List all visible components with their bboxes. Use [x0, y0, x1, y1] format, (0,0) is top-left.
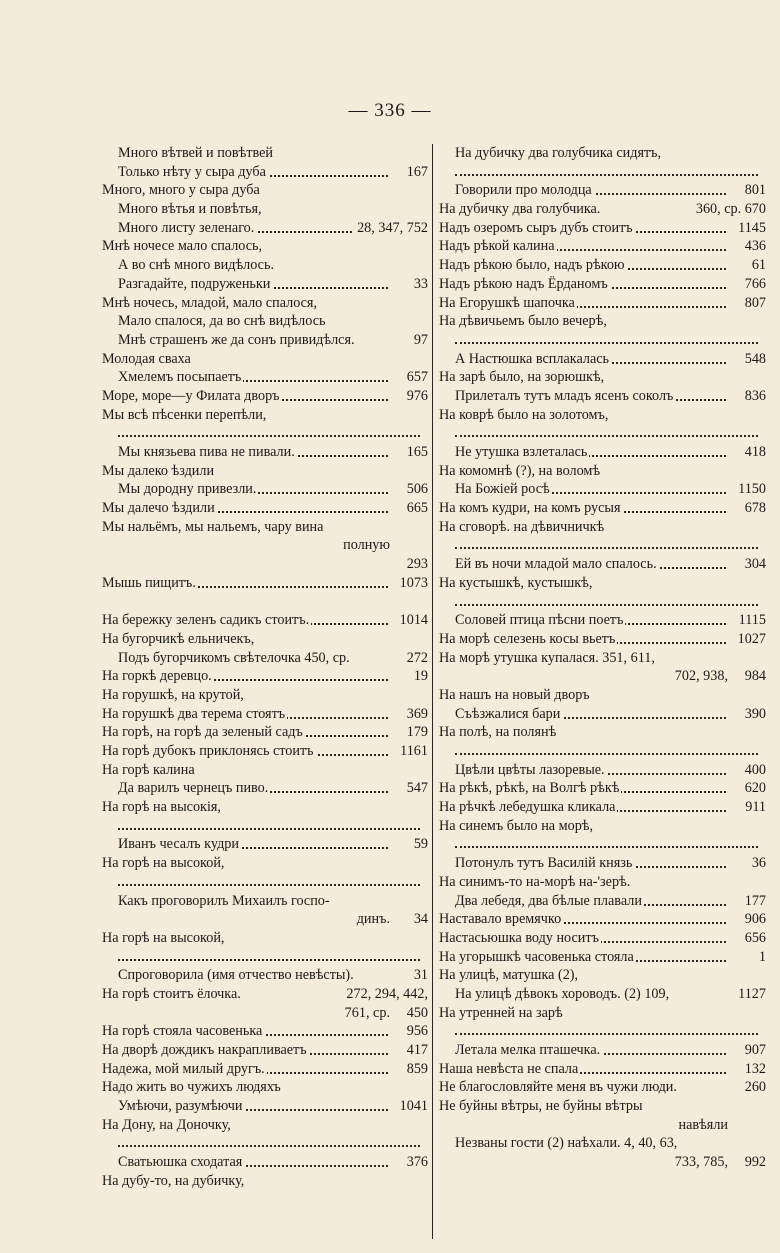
entry-text: На улицѣ, матушка (2),	[439, 967, 579, 984]
entry-page-ref: 97	[411, 331, 428, 350]
entry-text: На бережку зеленъ садикъ стоитъ.	[102, 612, 310, 629]
entry-text: Молодая сваха	[102, 350, 191, 367]
index-entry	[102, 443, 428, 462]
entry-text: Только нѣту у сыра дуба	[102, 164, 268, 180]
index-entry	[439, 761, 766, 780]
entry-text: Много листу зеленаго.	[102, 220, 256, 236]
entry-page-ref: 1145	[735, 219, 766, 238]
entry-text: На морѣ утушка купалася. 351, 611,	[439, 649, 655, 666]
index-entry	[439, 1041, 766, 1060]
index-entry	[102, 611, 428, 630]
index-entry	[439, 499, 766, 518]
entry-page-ref: 836	[742, 387, 766, 406]
ellipsis-line	[439, 163, 766, 182]
index-entry	[102, 518, 428, 537]
index-entry	[439, 387, 766, 406]
entry-page-ref: 418	[742, 443, 766, 462]
index-entry	[102, 275, 428, 294]
entry-text: На дубу-то, на дубичку,	[102, 1172, 245, 1189]
entry-text: На горушкѣ два терема стоятъ	[102, 705, 286, 722]
entry-text: На коврѣ было на золотомъ,	[439, 406, 609, 423]
entry-text: Наша невѣста не спала	[439, 1060, 579, 1077]
entry-text: Прилеталъ тутъ младъ ясенъ соколъ	[439, 388, 675, 404]
entry-text: Говорили про молодца	[439, 182, 594, 198]
ellipsis-line	[439, 424, 766, 443]
entry-text: Много вѣтвей и повѣтвей	[102, 145, 275, 161]
index-entry	[102, 387, 428, 406]
entry-text: Разгадайте, подруженьки	[102, 276, 272, 292]
entry-page-ref: 1161	[397, 742, 428, 761]
entry-text: Иванъ чесалъ кудри	[102, 836, 241, 852]
entry-text: Мышь пищитъ.	[102, 574, 196, 591]
entry-text: На Егорушкѣ шапочка	[439, 294, 575, 311]
entry-text: Надъ озеромъ сыръ дубъ стоитъ	[439, 219, 633, 236]
entry-page-ref: 907	[742, 1041, 766, 1060]
index-entry	[102, 555, 428, 574]
entry-text: На улицѣ дѣвокъ хороводъ. (2) 109,	[439, 986, 671, 1002]
entry-page-ref: 304	[742, 555, 766, 574]
entry-page-ref: 1073	[397, 574, 428, 593]
index-entry	[439, 462, 766, 481]
entry-text: На дворѣ дождикъ накрапливаетъ	[102, 1042, 307, 1058]
entry-text: Много вѣтья и повѣтья,	[102, 201, 264, 217]
index-entry	[439, 1060, 766, 1079]
index-entry	[102, 574, 428, 593]
index-entry	[439, 480, 766, 499]
entry-text: На Дону, на Доночку,	[102, 1116, 231, 1133]
entry-text: На горѣ на высокія,	[102, 799, 221, 816]
index-entry	[102, 985, 428, 1004]
index-entry	[102, 499, 428, 518]
entry-text: На дубичку два голубчика сидятъ,	[439, 145, 663, 161]
index-entry	[102, 835, 428, 854]
entry-page-ref: 417	[404, 1041, 428, 1060]
entry-page-ref: 369	[404, 705, 428, 724]
index-entry	[439, 705, 766, 724]
entry-text: Съѣзжалися бари	[439, 706, 562, 722]
entry-text: На бугорчикѣ ельничекъ,	[102, 630, 255, 647]
index-entry	[102, 779, 428, 798]
entry-page-ref: 665	[404, 499, 428, 518]
entry-page-ref: 992	[742, 1153, 766, 1172]
entry-text: 702, 938,	[674, 668, 728, 685]
entry-page-ref: 1150	[735, 480, 766, 499]
entry-text: На утренней на зарѣ	[439, 1004, 563, 1021]
index-entry	[102, 462, 428, 481]
entry-text: На сговорѣ. на дѣвичничкѣ	[439, 518, 605, 535]
entry-text: На горѣ на высокой,	[102, 929, 225, 946]
entry-text: Два лебедя, два бѣлые плавали	[439, 893, 644, 909]
entry-page-ref: 165	[404, 443, 428, 462]
ellipsis-line	[102, 817, 428, 836]
index-entry	[102, 368, 428, 387]
index-entry	[102, 181, 428, 200]
entry-text: динъ.	[356, 911, 390, 928]
entry-page-ref: 1115	[736, 611, 766, 630]
index-entry	[439, 294, 766, 313]
index-entry	[439, 518, 766, 537]
index-entry	[102, 1078, 428, 1097]
index-entry	[102, 312, 428, 331]
entry-page-ref: 272	[404, 649, 428, 668]
ellipsis-line	[439, 331, 766, 350]
entry-page-ref: 436	[742, 237, 766, 256]
entry-text: навѣяли	[678, 1116, 728, 1133]
entry-page-ref: 657	[404, 368, 428, 387]
entry-page-ref: 1027	[735, 630, 766, 649]
index-entry	[102, 1097, 428, 1116]
index-entry	[102, 1172, 428, 1191]
entry-text: На горѣ стоитъ ёлочка.	[102, 985, 241, 1002]
entry-text: На синемъ было на морѣ,	[439, 817, 594, 834]
entry-text: Сватьюшка сходатая	[102, 1154, 244, 1170]
entry-text: На горкѣ деревцо.	[102, 668, 212, 685]
entry-text: Мало спалося, да во снѣ видѣлось	[102, 313, 327, 329]
entry-page-ref: 620	[742, 779, 766, 798]
entry-text: На горѣ дубокъ приклонясь стоитъ	[102, 743, 314, 759]
index-entry	[439, 1116, 766, 1135]
entry-page-ref: 132	[742, 1060, 766, 1079]
index-entry	[102, 742, 428, 761]
entry-page-ref: 390	[742, 705, 766, 724]
index-entry	[102, 480, 428, 499]
index-entry	[439, 200, 766, 219]
entry-text: А Настюшка всплакалась	[439, 351, 611, 367]
index-entry	[439, 649, 766, 668]
entry-text: На дубичку два голубчика.	[439, 201, 601, 218]
index-entry	[439, 798, 766, 817]
index-entry	[102, 686, 428, 705]
entry-page-ref: 976	[404, 387, 428, 406]
index-entry	[439, 910, 766, 929]
index-column-right	[439, 144, 766, 1172]
index-entry	[439, 350, 766, 369]
entry-text: Потонулъ тутъ Василій князь	[439, 855, 634, 871]
entry-page-ref: 859	[404, 1060, 428, 1079]
entry-page-ref: 656	[742, 929, 766, 948]
entry-text: На комомнѣ (?), на воломѣ	[439, 462, 601, 479]
index-entry	[439, 779, 766, 798]
entry-text: Ей въ ночи младой мало спалось.	[439, 556, 659, 572]
index-entry	[102, 966, 428, 985]
entry-text: Мы дородну привезли.	[102, 481, 258, 497]
entry-page-ref: 1014	[397, 611, 428, 630]
entry-page-ref: 61	[749, 256, 766, 275]
entry-page-ref: 360, ср. 670	[693, 200, 766, 219]
index-entry	[439, 1078, 766, 1097]
entry-text: Соловей птица пѣсни поетъ	[439, 612, 625, 628]
entry-text: Мнѣ страшенъ же да сонъ привидѣлся.	[102, 332, 357, 348]
entry-text: Какъ проговорилъ Михаилъ госпо-	[102, 893, 332, 909]
entry-text: Мы князьева пива не пивали.	[102, 444, 297, 460]
index-entry	[439, 817, 766, 836]
entry-text: На морѣ селезень косы вьетъ	[439, 630, 616, 647]
entry-text: Мы всѣ пѣсенки перепѣли,	[102, 406, 267, 423]
index-entry	[102, 406, 428, 425]
index-entry	[102, 649, 428, 668]
entry-text: Надъ рѣкою было, надъ рѣкою	[439, 257, 625, 274]
index-entry	[439, 181, 766, 200]
index-entry	[102, 593, 428, 612]
entry-text: Надо жить во чужихъ людяхъ	[102, 1079, 281, 1096]
entry-page-ref: 548	[742, 350, 766, 369]
index-entry	[439, 723, 766, 742]
index-entry	[439, 892, 766, 911]
entry-page-ref: 1	[756, 948, 766, 967]
ellipsis-line	[439, 536, 766, 555]
entry-page-ref: 28, 347, 752	[354, 219, 428, 238]
index-entry	[102, 144, 428, 163]
entry-text: На зарѣ было, на зорюшкѣ,	[439, 369, 605, 386]
index-entry	[439, 611, 766, 630]
index-entry	[439, 312, 766, 331]
index-entry	[439, 667, 766, 686]
ellipsis-line	[102, 873, 428, 892]
entry-text: Надъ рѣкой калина	[439, 238, 555, 255]
index-entry	[102, 667, 428, 686]
ellipsis-line	[439, 1022, 766, 1041]
entry-text: На синимъ-то на-морѣ на-'зерѣ.	[439, 873, 631, 890]
entry-text: Цвѣли цвѣты лазоревые.	[439, 762, 607, 778]
entry-page-ref: 906	[742, 910, 766, 929]
index-entry	[439, 929, 766, 948]
entry-text: Хмелемъ посыпаетъ	[102, 369, 243, 385]
entry-page-ref: 547	[404, 779, 428, 798]
index-entry	[102, 1022, 428, 1041]
entry-text: Не утушка взлеталась	[439, 444, 589, 460]
ellipsis-line	[102, 948, 428, 967]
entry-page-ref: 984	[742, 667, 766, 686]
index-entry	[102, 929, 428, 948]
index-entry	[102, 350, 428, 369]
entry-text: На угорышкѣ часовенька стояла	[439, 948, 634, 965]
entry-page-ref: 167	[404, 163, 428, 182]
entry-text: На дѣвичьемъ было вечерѣ,	[439, 313, 607, 330]
entry-page-ref: 1041	[397, 1097, 428, 1116]
index-entry	[102, 294, 428, 313]
entry-page-ref: 766	[742, 275, 766, 294]
entry-text: Мы далеко ѣздили	[102, 462, 215, 479]
index-entry	[102, 854, 428, 873]
entry-text: Настасьюшка воду носитъ	[439, 929, 599, 946]
entry-page-ref: 179	[404, 723, 428, 742]
entry-text: Мнѣ ночесе мало спалось,	[102, 238, 263, 255]
index-entry	[439, 368, 766, 387]
entry-text: На горѣ на высокой,	[102, 855, 225, 872]
ellipsis-line	[439, 593, 766, 612]
entry-page-ref: 911	[742, 798, 766, 817]
entry-text: 733, 785,	[674, 1154, 728, 1171]
entry-page-ref: 801	[742, 181, 766, 200]
entry-text: На горѣ, на горѣ да зеленый садъ	[102, 724, 303, 741]
entry-text: А во снѣ много видѣлось.	[102, 257, 276, 273]
ellipsis-line	[102, 1134, 428, 1153]
entry-page-ref: 260	[742, 1078, 766, 1097]
index-entry	[439, 256, 766, 275]
entry-page-ref: 400	[742, 761, 766, 780]
entry-page-ref: 1127	[735, 985, 766, 1004]
entry-page-ref: 19	[411, 667, 428, 686]
index-entry	[439, 1134, 766, 1153]
entry-text: На рѣкѣ, рѣкѣ, на Волгѣ рѣкѣ	[439, 780, 620, 797]
index-entry	[102, 256, 428, 275]
index-entry	[102, 163, 428, 182]
entry-text: Спроговорила (имя отчество невѣсты).	[102, 967, 356, 983]
index-entry	[439, 966, 766, 985]
entry-text: На кустышкѣ, кустышкѣ,	[439, 574, 593, 591]
column-divider	[432, 144, 433, 1239]
entry-text: 761, ср.	[344, 1004, 390, 1021]
entry-page-ref: 956	[404, 1022, 428, 1041]
index-entry	[102, 1116, 428, 1135]
index-entry	[102, 1004, 428, 1023]
index-entry	[102, 1041, 428, 1060]
index-entry	[102, 892, 428, 911]
entry-page-ref: 33	[411, 275, 428, 294]
entry-text: Море, море—у Филата дворъ	[102, 387, 280, 404]
index-entry	[439, 1153, 766, 1172]
index-entry	[439, 1004, 766, 1023]
index-entry	[102, 705, 428, 724]
index-entry	[439, 443, 766, 462]
index-entry	[102, 536, 428, 555]
entry-text: Мы нальёмъ, мы нальемъ, чару вина	[102, 518, 324, 535]
index-entry	[439, 555, 766, 574]
index-entry	[439, 854, 766, 873]
index-entry	[439, 948, 766, 967]
page-number: — 336 —	[348, 100, 432, 121]
entry-text: На рѣчкѣ лебедушка кликала	[439, 799, 616, 816]
entry-text: На комъ кудри, на комъ русыя	[439, 500, 621, 517]
index-entry	[439, 275, 766, 294]
index-entry	[102, 331, 428, 350]
index-entry	[102, 1153, 428, 1172]
entry-page-ref: 293	[404, 555, 428, 574]
entry-text: Не благословляйте меня въ чужи люди.	[439, 1079, 677, 1096]
entry-text: Надъ рѣкою надъ Ёрданомъ	[439, 275, 608, 292]
index-entry	[439, 873, 766, 892]
entry-page-ref: 36	[749, 854, 766, 873]
entry-page-ref: 678	[742, 499, 766, 518]
index-entry	[439, 985, 766, 1004]
ellipsis-line	[439, 835, 766, 854]
index-entry	[439, 1097, 766, 1116]
entry-text: На горѣ стояла часовенька	[102, 1023, 263, 1040]
entry-page-ref: 450	[404, 1004, 428, 1023]
entry-page-ref: 177	[742, 892, 766, 911]
index-entry	[102, 723, 428, 742]
index-entry	[102, 761, 428, 780]
entry-text: полную	[343, 537, 390, 554]
index-entry	[439, 406, 766, 425]
entry-page-ref: 807	[742, 294, 766, 313]
entry-text: Наставало времячко	[439, 911, 562, 928]
entry-text: На Божіей росѣ	[439, 481, 552, 497]
entry-text: На нашъ на новый дворъ	[439, 686, 590, 703]
entry-page-ref: 31	[411, 966, 428, 985]
entry-text: Умѣючи, разумѣючи	[102, 1098, 244, 1114]
index-entry	[439, 686, 766, 705]
entry-text: Мы далечо ѣздили	[102, 500, 215, 517]
index-entry	[102, 910, 428, 929]
entry-text: Надежа, мой милый другъ.	[102, 1060, 265, 1077]
ellipsis-line	[439, 742, 766, 761]
index-entry	[102, 237, 428, 256]
entry-page-ref: 59	[411, 835, 428, 854]
entry-page-ref: 376	[404, 1153, 428, 1172]
entry-page-ref: 34	[411, 910, 428, 929]
index-entry	[102, 200, 428, 219]
entry-page-ref: 506	[404, 480, 428, 499]
entry-text: Да варилъ чернецъ пиво.	[102, 780, 270, 796]
index-entry	[102, 630, 428, 649]
entry-text: Летала мелка пташечка.	[439, 1042, 602, 1058]
index-entry	[102, 1060, 428, 1079]
index-entry	[439, 630, 766, 649]
index-entry	[439, 219, 766, 238]
entry-text: Незваны гости (2) наѣхали. 4, 40, 63,	[439, 1135, 679, 1151]
entry-text: На горѣ калина	[102, 761, 195, 778]
entry-text: Не буйны вѣтры, не буйны вѣтры	[439, 1098, 643, 1115]
index-entry	[439, 237, 766, 256]
entry-text: Мнѣ ночесь, младой, мало спалося,	[102, 294, 318, 311]
entry-text: Много, много у сыра дуба	[102, 182, 260, 199]
index-entry	[439, 144, 766, 163]
index-entry	[102, 798, 428, 817]
entry-text: На полѣ, на полянѣ	[439, 724, 557, 741]
entry-page-ref: 272, 294, 442,	[343, 985, 428, 1004]
ellipsis-line	[102, 424, 428, 443]
index-column-left	[102, 144, 428, 1191]
entry-text: На горушкѣ, на крутой,	[102, 686, 244, 703]
index-entry	[439, 574, 766, 593]
entry-text: Подъ бугорчикомъ свѣтелочка 450, ср.	[102, 650, 352, 666]
index-entry	[102, 219, 428, 238]
